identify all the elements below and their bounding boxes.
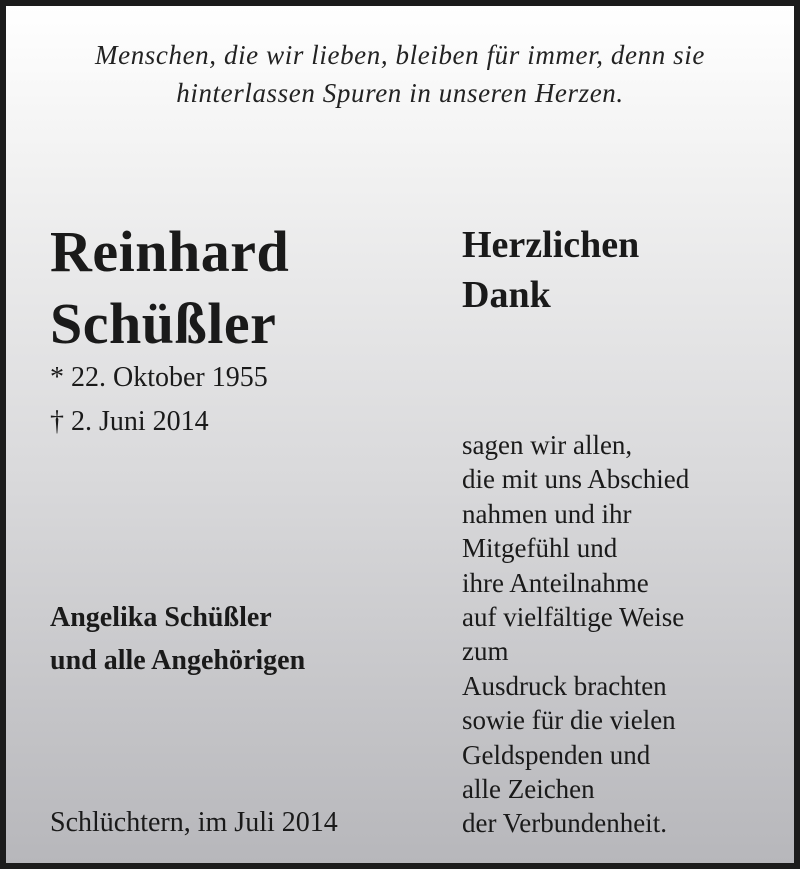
message-line: sagen wir allen, — [462, 430, 633, 460]
message-line: sowie für die vielen — [462, 705, 676, 736]
deceased-first-name: Reinhard — [50, 219, 290, 284]
mourners — [50, 596, 305, 682]
thanks-heading — [462, 220, 639, 320]
mourner-line: Angelika Schüßler — [50, 602, 272, 633]
mourner-line: und alle Angehörigen — [50, 645, 306, 676]
message-line: nahmen und ihr — [462, 498, 632, 529]
message-line: alle Zeichen — [462, 774, 595, 805]
message-line: die mit uns Abschied — [462, 464, 690, 495]
message-line: Ausdruck brachten — [462, 670, 667, 701]
thanks-line: Dank — [462, 274, 551, 316]
message-line: Mitgefühl und — [462, 533, 618, 564]
deceased-name — [50, 216, 289, 360]
death-date: † 2. Juni 2014 — [50, 406, 209, 437]
thanks-message — [462, 428, 689, 841]
quote-line: Menschen, die wir lieben, bleiben für immer, denn sie — [95, 40, 705, 70]
message-line: Geldspenden und — [462, 739, 651, 770]
message-line: der Verbundenheit. — [462, 808, 667, 839]
message-line: auf vielfältige Weise — [462, 602, 685, 633]
quote-line: hinterlassen Spuren in unseren Herzen. — [176, 78, 624, 108]
message-line: ihre Anteilnahme — [462, 567, 649, 598]
place-and-date: Schlüchtern, im Juli 2014 — [50, 807, 338, 838]
deceased-last-name: Schüßler — [50, 291, 277, 356]
life-dates — [50, 356, 268, 444]
message-line: zum — [462, 636, 509, 667]
birth-date: * 22. Oktober 1955 — [50, 362, 268, 393]
memorial-quote — [6, 36, 794, 112]
thanks-line: Herzlichen — [462, 224, 640, 266]
